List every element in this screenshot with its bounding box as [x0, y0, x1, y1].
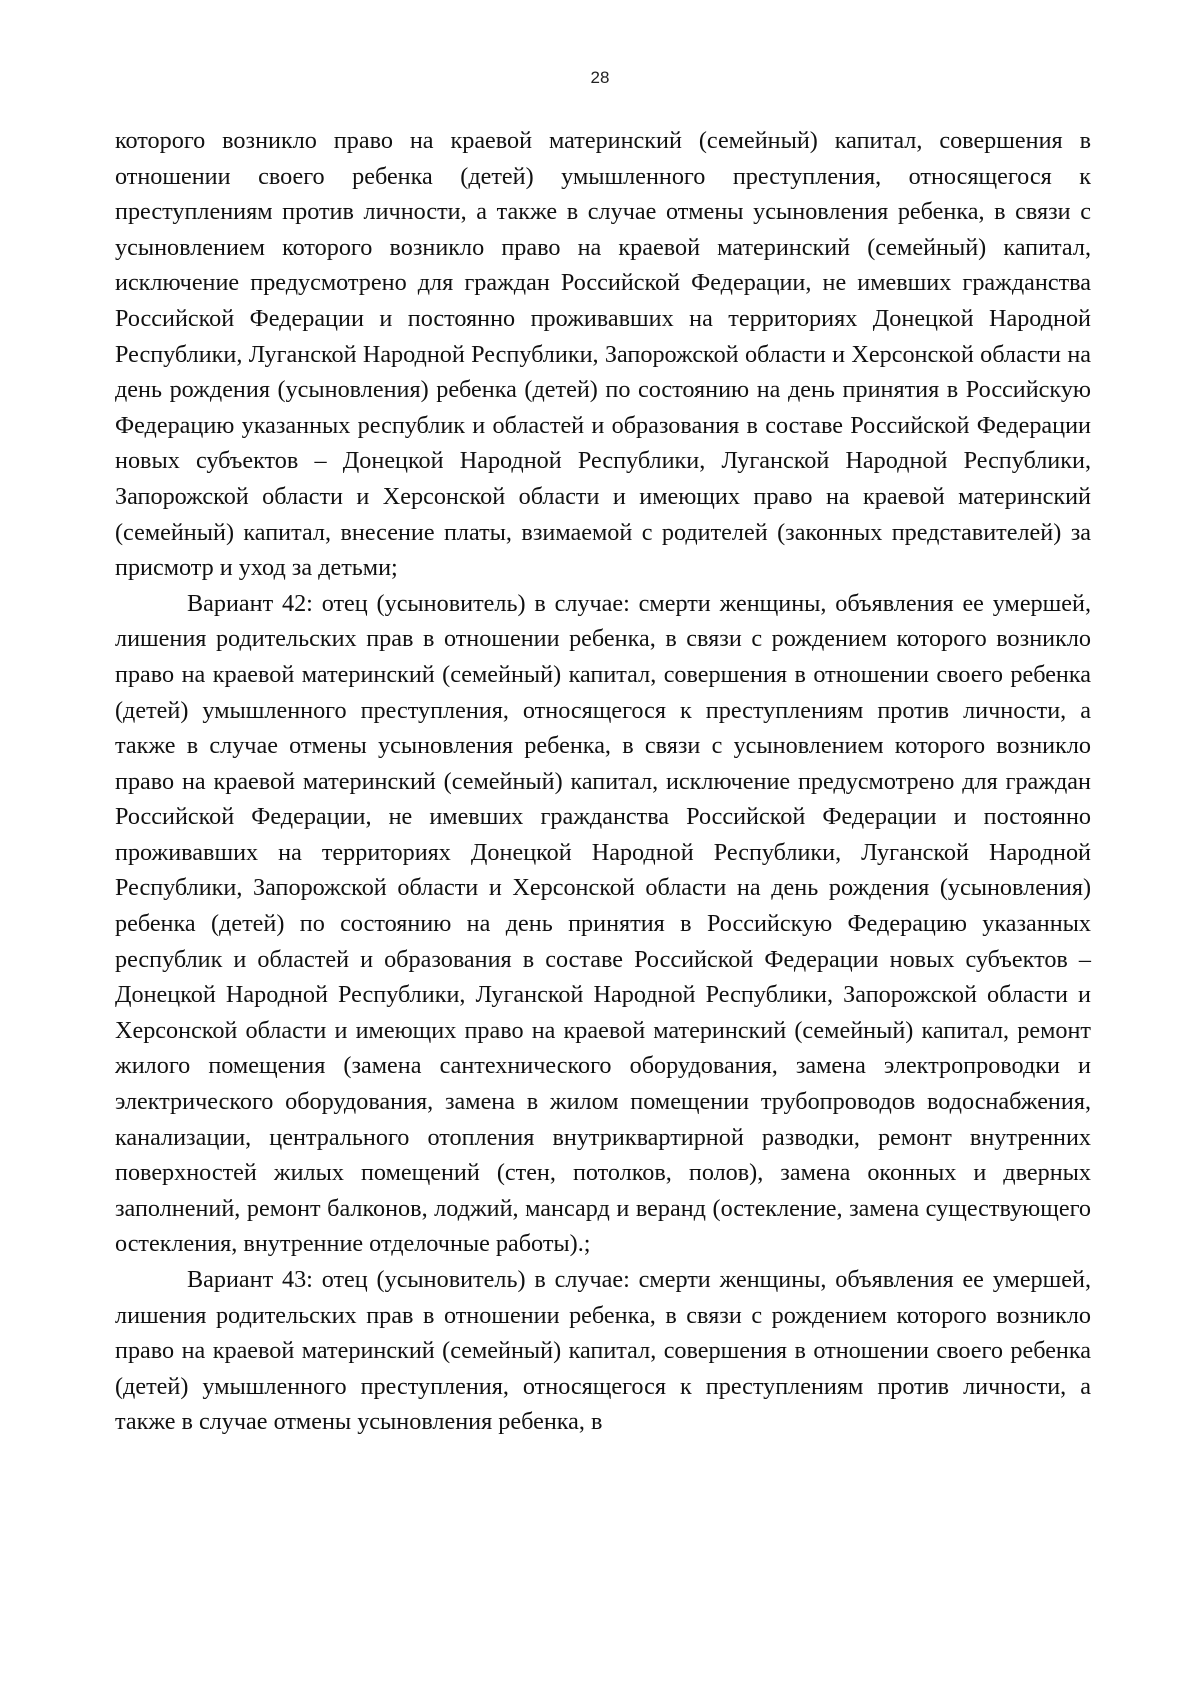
page-number: 28: [590, 68, 610, 87]
paragraph-variant-43: Вариант 43: отец (усыновитель) в случае: смерти женщины, объявления ее умершей, лишения родительских прав в отношении ребенка, в связи с рождением которого возникло право на краевой материнский (семейный) капитал, совершения в отношении своего ребенка (детей) умышленного преступления, относящегося к преступлениям против личности, а также в случае отмены усыновления ребенка, в: [115, 1266, 1091, 1436]
paragraph-variant-42: Вариант 42: отец (усыновитель) в случае: смерти женщины, объявления ее умершей, лишения родительских прав в отношении ребенка, в связи с рождением которого возникло право на краевой материнский (семейный) капитал, совершения в отношении своего ребенка (детей) умышленного преступления, относящегося к преступлениям против личности, а также в случае отмены усыновления ребенка, в связи с усыновлением которого возникло право на краевой материнский (семейный) капитал, исключение предусмотрено для граждан Российской Федерации, не имевших гражданства Российской Федерации и постоянно проживавших на территориях Донецкой Народной Республики, Луганской Народной Республики, Запорожской области и Херсонской области на день рождения (усыновления) ребенка (детей) по состоянию на день принятия в Российскую Федерацию указанных республик и областей и образования в составе Российской Федерации новых субъектов – Донецкой Народной Республики, Луганской Народной Республики, Запорожской области и Херсонской области и имеющих право на краевой материнский (семейный) капитал, ремонт жилого помещения (замена сантехнического оборудования, замена электропроводки и электрического оборудования, замена в жилом помещении трубопроводов водоснабжения, канализации, центрального отопления внутриквартирной разводки, ремонт внутренних поверхностей жилых помещений (стен, потолков, полов), замена оконных и дверных заполнений, ремонт балконов, лоджий, мансард и веранд (остекление, замена существующего остекления, внутренние отделочные работы).;: [115, 589, 1091, 1258]
paragraph-continuation: которого возникло право на краевой материнский (семейный) капитал, совершения в отношении своего ребенка (детей) умышленного преступления, относящегося к преступлениям против личности, а также в случае отмены усыновления ребенка, в связи с усыновлением которого возникло право на краевой материнский (семейный) капитал, исключение предусмотрено для граждан Российской Федерации, не имевших гражданства Российской Федерации и постоянно проживавших на территориях Донецкой Народной Республики, Луганской Народной Республики, Запорожской области и Херсонской области на день рождения (усыновления) ребенка (детей) по состоянию на день принятия в Российскую Федерацию указанных республик и областей и образования в составе Российской Федерации новых субъектов – Донецкой Народной Республики, Луганской Народной Республики, Запорожской области и Херсонской области и имеющих право на краевой материнский (семейный) капитал, внесение платы, взимаемой с родителей (законных представителей) за присмотр и уход за детьми;: [115, 127, 1091, 582]
document-body: [115, 123, 1091, 1440]
